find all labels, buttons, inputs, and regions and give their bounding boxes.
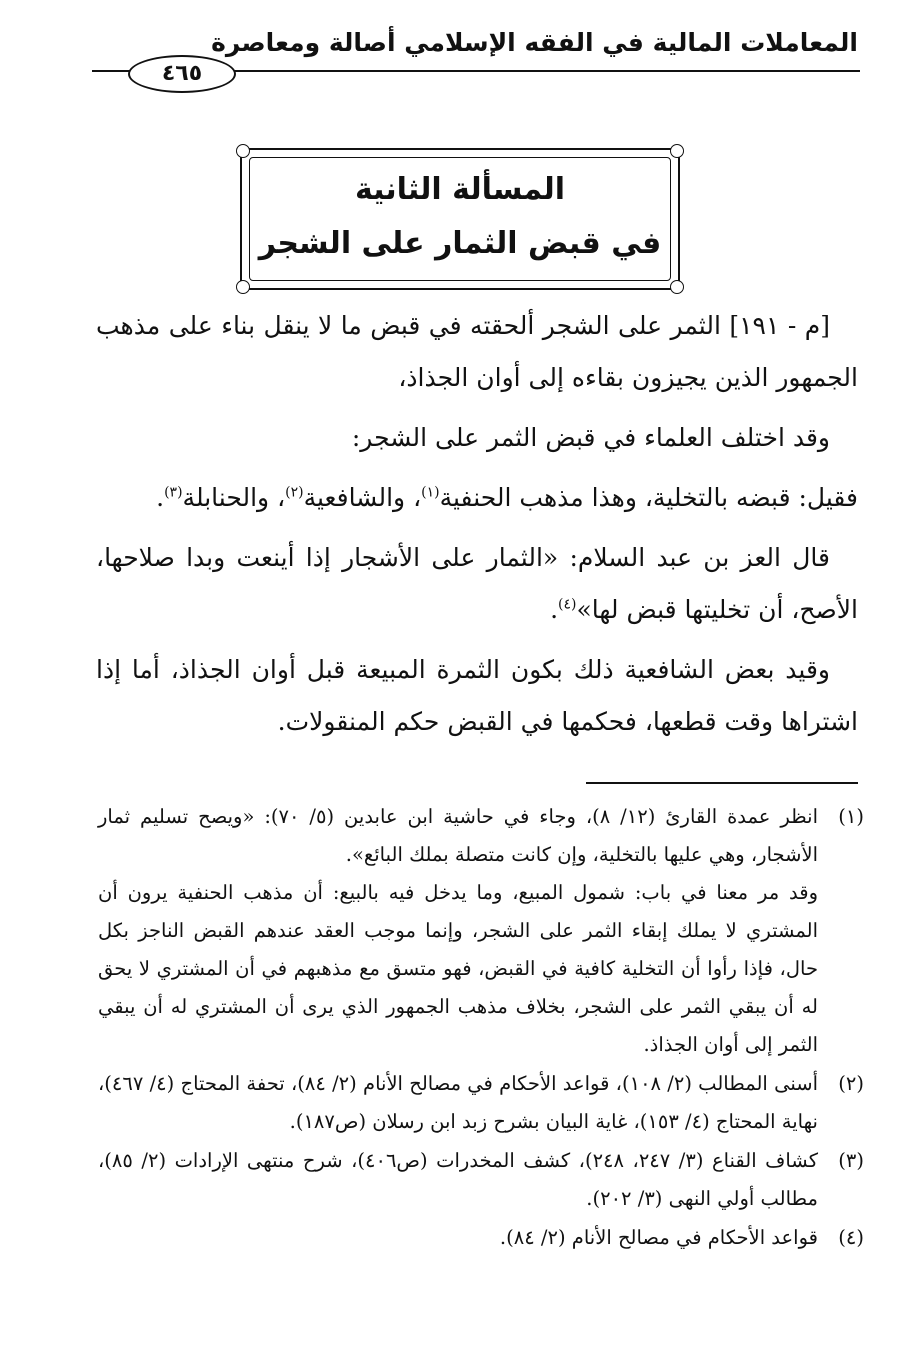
frame-corner-ornament — [236, 280, 250, 294]
footnote-number: (١) — [838, 805, 864, 828]
footnote-ref-1: (١) — [421, 484, 440, 501]
footnote-text: وقد مر معنا في باب: شمول المبيع، وما يدخل فيه بالبيع: أن مذهب الحنفية يرون أن المشتري لا يملك إبقاء الثمر على الشجر، وإنما موجب العقد عندهم القبض الناجز بكل حال، فإذا رأوا أن التخلية كافية في القبض، فهو متسق مع مذهبهم في أن المشتري لا يحق له أن يبقي الثمر على الشجر، بخلاف مذهب الجمهور الذي يرى أن المشتري له أن يبقي الثمر إلى أوان الجذاذ. — [98, 881, 818, 1056]
frame-corner-ornament — [236, 144, 250, 158]
running-header-title: المعاملات المالية في الفقه الإسلامي أصالة ومعاصرة — [211, 28, 858, 57]
main-text — [96, 300, 858, 756]
footnote-text: أسنى المطالب (٢/ ١٠٨)، قواعد الأحكام في مصالح الأنام (٢/ ٨٤)، تحفة المحتاج (٤/ ٤٦٧)، نهاية المحتاج (٤/ ١٥٣)، غاية البيان بشرح زبد ابن رسلان (ص١٨٧). — [98, 1072, 818, 1133]
frame-corner-ornament — [670, 144, 684, 158]
section-title-frame — [240, 148, 680, 290]
footnote-text: كشاف القناع (٣/ ٢٤٧، ٢٤٨)، كشف المخدرات (ص٤٠٦)، شرح منتهى الإرادات (٢/ ٨٥)، مطالب أولي النهى (٣/ ٢٠٢). — [98, 1149, 818, 1210]
footnote-number: (٢) — [838, 1072, 864, 1095]
paragraph-4: قال العز بن عبد السلام: «الثمار على الأشجار إذا أينعت وبدا صلاحها، الأصح، أن تخليتها قبض لها»$^{(٤)}$. — [96, 543, 858, 624]
footnote-item — [98, 1065, 864, 1141]
paragraph-5: وقيد بعض الشافعية ذلك بكون الثمرة المبيعة قبل أوان الجذاذ، أما إذا اشتراها وقت قطعها، فحكمها في القبض حكم المنقولات. — [96, 655, 858, 736]
page-number: ٤٦٥ — [128, 55, 236, 93]
footnote-text: انظر عمدة القارئ (١٢/ ٨)، وجاء في حاشية ابن عابدين (٥/ ٧٠): «ويصح تسليم ثمار الأشجار، وهي عليها بالتخلية، وإن كانت متصلة بملك البائع». — [98, 805, 818, 866]
section-title-line-1: المسألة الثانية — [354, 172, 566, 207]
footnotes — [98, 798, 864, 1258]
footnote-separator — [586, 782, 858, 784]
section-title-line-2: في قبض الثمار على الشجر — [258, 226, 662, 261]
footnote-ref-2: (٢) — [285, 484, 304, 501]
footnote-ref-3: (٣) — [164, 484, 183, 501]
paragraph-3: فقيل: قبضه بالتخلية، وهذا مذهب الحنفية$^{(١)}$، والشافعية$^{(٢)}$، والحنابلة$^{(٣)}$. — [156, 483, 858, 512]
paragraph-1: [م - ١٩١] الثمر على الشجر ألحقته في قبض ما لا ينقل بناء على مذهب الجمهور الذين يجيزون بقاءه إلى أوان الجذاذ، — [96, 311, 858, 392]
footnote-item — [98, 1142, 864, 1218]
footnote-ref-4: (٤) — [558, 596, 577, 613]
footnote-item — [98, 1219, 864, 1257]
paragraph-2: وقد اختلف العلماء في قبض الثمر على الشجر: — [351, 423, 830, 452]
footnote-item — [98, 798, 864, 1064]
footnote-number: (٣) — [838, 1149, 864, 1172]
footnote-text: قواعد الأحكام في مصالح الأنام (٢/ ٨٤). — [499, 1226, 818, 1249]
footnote-number: (٤) — [838, 1226, 864, 1249]
frame-corner-ornament — [670, 280, 684, 294]
